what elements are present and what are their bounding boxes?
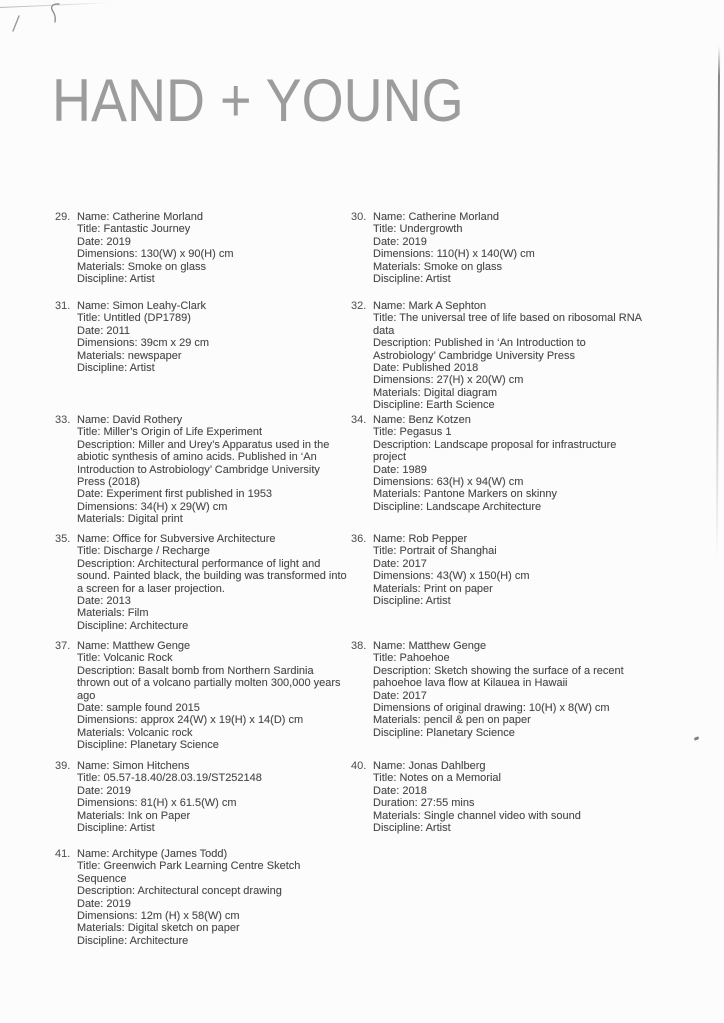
entry-field: Materials: Pantone Markers on skinny (373, 488, 558, 501)
entry-number: 31. (55, 300, 71, 312)
entry-field: Dimensions: 34(H) x 29(W) cm (77, 500, 228, 513)
entry-field: Dimensions: 12m (H) x 58(W) cm (77, 910, 240, 923)
entry-field: Title: Greenwich Park Learning Centre Sketch Sequence (77, 860, 301, 885)
entry-field: Description: Sketch showing the surface of a recent pahoehoe lava flow at Kilauea in Hawaii (373, 664, 624, 690)
entry-field: Discipline: Artist (77, 362, 155, 375)
entry-field: Name: Matthew Genge (77, 640, 191, 652)
entry-fields (77, 211, 349, 285)
entry-number: 32. (351, 300, 367, 312)
entry-fields (373, 533, 645, 607)
entry-field: Dimensions: 43(W) x 150(H) cm (373, 570, 530, 583)
entry-fields (77, 414, 349, 526)
entry-field: Title: Undergrowth (373, 223, 463, 236)
entry-field: Materials: Print on paper (373, 582, 493, 595)
entry-field: Discipline: Architecture (77, 619, 189, 632)
entry-field: Description: Architectural concept drawing (77, 885, 282, 898)
entry-field: Dimensions of original drawing: 10(H) x 8(W) cm (373, 702, 610, 715)
entry-field: Title: The universal tree of life based on ribosomal RNA data (373, 312, 642, 337)
catalogue-entry-41 (55, 848, 349, 947)
entry-field: Title: Portrait of Shanghai (373, 545, 497, 558)
entry-field: Materials: newspaper (77, 349, 182, 362)
entry-number: 38. (351, 640, 367, 652)
entry-fields (373, 760, 645, 834)
entry-field: Discipline: Artist (77, 273, 155, 286)
page-title: HAND + YOUNG (52, 67, 464, 134)
entry-fields (77, 848, 349, 947)
entry-fields (77, 300, 349, 374)
entry-field: Materials: Volcanic rock (77, 726, 193, 739)
entry-field: Date: 1989 (373, 463, 427, 476)
entry-field: Discipline: Artist (77, 822, 155, 835)
catalogue-entry-32 (351, 300, 645, 412)
entry-field: Discipline: Planetary Science (373, 726, 515, 739)
entry-fields (373, 414, 645, 513)
entry-field: Date: Published 2018 (373, 362, 479, 375)
entry-number: 36. (351, 533, 367, 545)
entry-field: Dimensions: 130(W) x 90(H) cm (77, 248, 234, 261)
entry-field: Title: Volcanic Rock (77, 652, 173, 665)
entry-field: Dimensions: 27(H) x 20(W) cm (373, 374, 524, 387)
entry-field: Title: Fantastic Journey (77, 223, 191, 236)
catalogue-entry-31 (55, 300, 349, 374)
entry-field: Materials: pencil & pen on paper (373, 714, 531, 727)
entry-field: Dimensions: 81(H) x 61.5(W) cm (77, 797, 237, 810)
catalogue-entry-40 (351, 760, 645, 834)
entry-field: Title: Pegasus 1 (373, 426, 452, 439)
entry-number: 34. (351, 414, 367, 426)
entry-field: Materials: Digital print (77, 513, 183, 526)
entry-field: Discipline: Architecture (77, 934, 189, 947)
entry-field: Dimensions: approx 24(W) x 19(H) x 14(D) cm (77, 714, 304, 727)
entry-number: 37. (55, 640, 71, 652)
entry-field: Description: Basalt bomb from Northern Sardinia thrown out of a volcano partially molten 300,000 years ago (77, 664, 341, 702)
entry-field: Description: Published in ‘An Introduction to Astrobiology’ Cambridge University Press (373, 337, 586, 362)
catalogue-entry-33 (55, 414, 349, 526)
entry-fields (77, 640, 349, 752)
entry-number: 33. (55, 414, 71, 426)
catalogue-entry-29 (55, 211, 349, 285)
entry-field: Name: Catherine Morland (77, 211, 203, 223)
entry-field: Title: Untitled (DP1789) (77, 312, 191, 325)
entry-field: Materials: Ink on Paper (77, 809, 191, 822)
entry-field: Discipline: Artist (373, 595, 451, 608)
entry-field: Date: 2017 (373, 689, 427, 702)
entry-field: Date: 2011 (77, 324, 131, 337)
catalogue-entry-39 (55, 760, 349, 834)
entry-field: Name: Catherine Morland (373, 211, 499, 223)
entry-number: 35. (55, 533, 71, 545)
entry-fields (77, 760, 349, 834)
entry-fields (373, 300, 645, 412)
entry-field: Name: Rob Pepper (373, 533, 468, 545)
entry-field: Materials: Smoke on glass (77, 260, 206, 273)
entry-number: 41. (55, 848, 71, 860)
entry-number: 29. (55, 211, 71, 223)
entry-field: Description: Architectural performance of light and sound. Painted black, the building was transformed into a screen for a laser projection. (77, 557, 347, 595)
entry-field: Title: 05.57-18.40/28.03.19/ST252148 (77, 772, 262, 785)
entry-field: Description: Landscape proposal for infrastructure project (373, 438, 617, 464)
entry-field: Discipline: Artist (373, 273, 451, 286)
entry-field: Name: Jonas Dahlberg (373, 760, 486, 772)
entry-field: Title: Pahoehoe (373, 652, 450, 665)
entry-field: Date: 2019 (77, 784, 131, 797)
entry-number: 30. (351, 211, 367, 223)
entry-field: Materials: Digital sketch on paper (77, 922, 240, 935)
entry-field: Materials: Film (77, 607, 149, 620)
entry-field: Name: Simon Leahy-Clark (77, 300, 206, 312)
entry-number: 39. (55, 760, 71, 772)
entry-fields (77, 533, 349, 632)
catalogue-entry-34 (351, 414, 645, 513)
entry-field: Materials: Smoke on glass (373, 260, 502, 273)
entry-field: Date: sample found 2015 (77, 702, 200, 715)
entry-number: 40. (351, 760, 367, 772)
entry-field: Title: Discharge / Recharge (77, 545, 210, 558)
entry-field: Name: Simon Hitchens (77, 760, 190, 772)
entry-field: Date: Experiment first published in 1953 (77, 488, 273, 501)
entry-field: Description: Miller and Urey’s Apparatus used in the abiotic synthesis of amino acids. Published in ‘An Introduction to Astrobiology’ Cambridge University Press (2018) (77, 438, 330, 489)
entry-field: Name: Architype (James Todd) (77, 848, 228, 860)
entry-field: Discipline: Artist (373, 822, 451, 835)
entry-field: Date: 2019 (77, 235, 131, 248)
catalogue-entry-36 (351, 533, 645, 607)
entry-fields (373, 211, 645, 285)
catalogue-entry-37 (55, 640, 349, 752)
entry-field: Name: Office for Subversive Architecture (77, 533, 276, 545)
entry-field: Discipline: Planetary Science (77, 739, 219, 752)
catalogue-entry-35 (55, 533, 349, 632)
entry-field: Name: David Rothery (77, 414, 183, 426)
entry-field: Dimensions: 39cm x 29 cm (77, 337, 210, 350)
entry-field: Date: 2013 (77, 595, 131, 608)
entry-field: Date: 2019 (77, 897, 131, 910)
entry-field: Discipline: Earth Science (373, 399, 495, 412)
entry-field: Discipline: Landscape Architecture (373, 500, 542, 513)
entry-field: Name: Matthew Genge (373, 640, 487, 652)
entry-field: Title: Notes on a Memorial (373, 772, 501, 785)
entry-field: Date: 2019 (373, 235, 427, 248)
entry-field: Name: Benz Kotzen (373, 414, 471, 426)
entry-field: Name: Mark A Sephton (373, 300, 487, 312)
entry-field: Dimensions: 110(H) x 140(W) cm (373, 248, 535, 261)
entry-field: Materials: Digital diagram (373, 386, 498, 399)
entry-field: Materials: Single channel video with sound (373, 809, 581, 822)
entry-fields (373, 640, 645, 739)
entry-field: Date: 2017 (373, 557, 427, 570)
entry-field: Title: Miller’s Origin of Life Experiment (77, 426, 263, 439)
entry-field: Dimensions: 63(H) x 94(W) cm (373, 476, 524, 489)
catalogue-entry-30 (351, 211, 645, 285)
entry-field: Date: 2018 (373, 784, 427, 797)
catalogue-entry-38 (351, 640, 645, 739)
entry-field: Duration: 27:55 mins (373, 797, 475, 810)
